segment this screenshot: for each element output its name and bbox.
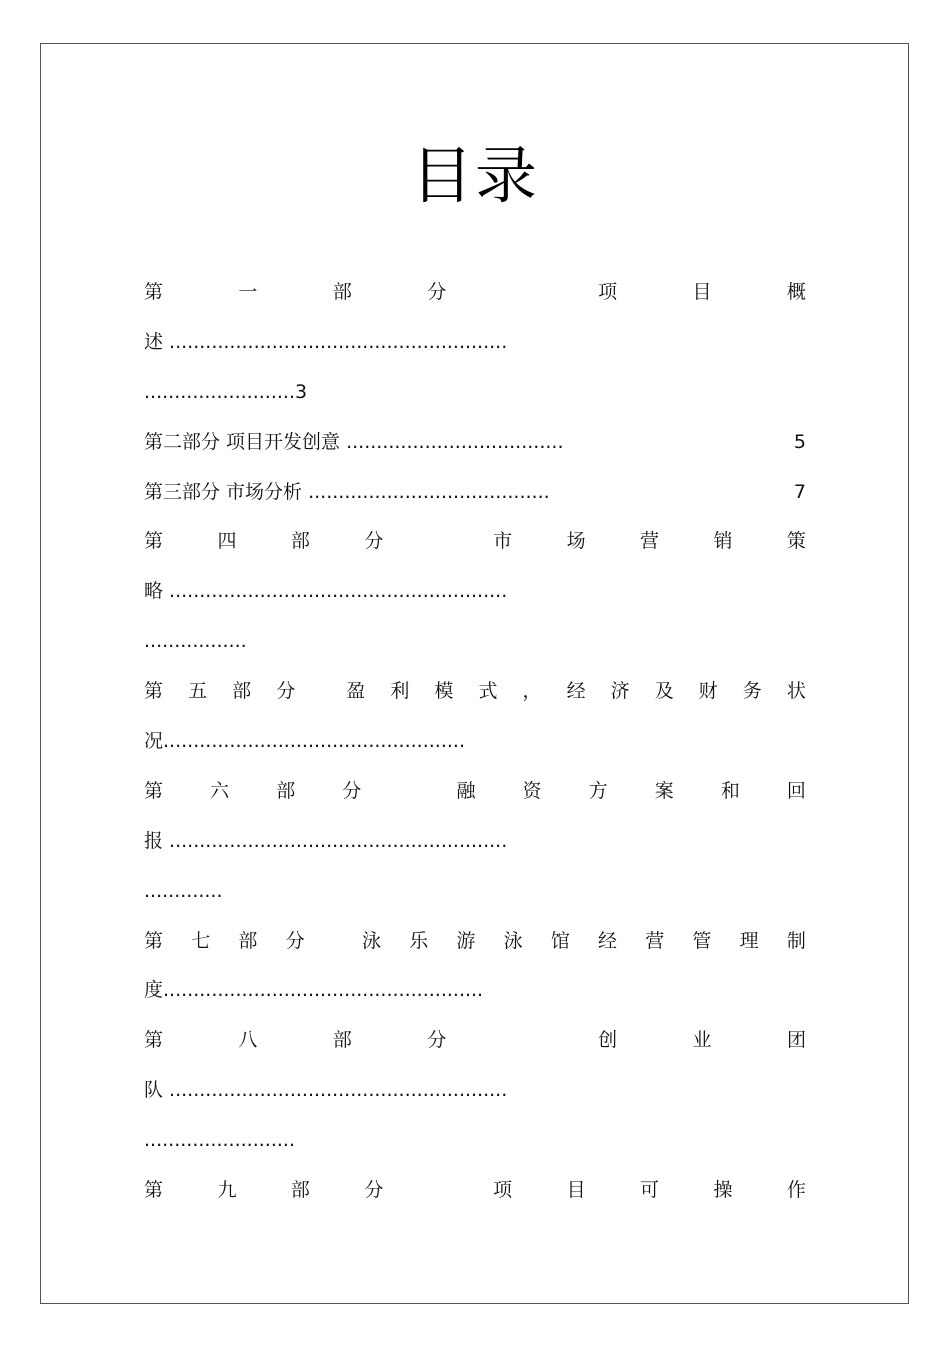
toc-char: 分 — [364, 1179, 384, 1202]
toc-char: 部 — [276, 779, 296, 802]
toc-entry-part9-line1 — [144, 1166, 806, 1216]
toc-entry-part4-line1 — [144, 517, 806, 567]
toc-gap — [320, 667, 321, 717]
toc-char: 制 — [786, 929, 806, 952]
toc-entry-part5-line1 — [144, 667, 806, 717]
toc-entry-part7-line1 — [144, 917, 806, 967]
toc-char: 项 — [598, 281, 618, 303]
toc-char: 管 — [692, 929, 712, 952]
toc-char: 业 — [692, 1029, 712, 1052]
toc-char: 目 — [566, 1179, 586, 1202]
toc-entry-part7-line2: 度..................................................... — [144, 979, 484, 1002]
toc-entry-part4-line3: ................. — [144, 630, 247, 653]
toc-char: 融 — [456, 779, 476, 802]
toc-char: 部 — [290, 1179, 310, 1202]
toc-char: 分 — [364, 530, 384, 553]
toc-entry-part4-line2: 略 ........................................................ — [144, 580, 508, 603]
toc-entry-part5-line2: 况.................................................. — [144, 730, 465, 753]
toc-gap — [333, 917, 334, 967]
toc-char: 分 — [285, 929, 305, 952]
toc-char: 分 — [342, 779, 362, 802]
toc-char: 第 — [144, 1179, 164, 1202]
toc-char: 模 — [434, 680, 454, 703]
toc-gap — [408, 767, 409, 817]
toc-char: 游 — [456, 929, 476, 952]
toc-char: 创 — [598, 1029, 618, 1052]
toc-char: 乐 — [409, 929, 429, 952]
table-of-contents — [144, 268, 806, 1216]
toc-char: 八 — [238, 1029, 258, 1052]
toc-char: 五 — [188, 680, 208, 703]
toc-entry-part6-line2: 报 ........................................................ — [144, 829, 508, 852]
toc-gap — [522, 268, 523, 318]
toc-char: 营 — [640, 530, 660, 553]
toc-char: 操 — [713, 1179, 733, 1202]
toc-char: 一 — [238, 281, 258, 303]
toc-char: 作 — [786, 1179, 806, 1202]
toc-char: 分 — [276, 680, 296, 703]
toc-page-number: 7 — [793, 480, 806, 503]
toc-entry-part8-line3: ......................... — [144, 1129, 295, 1152]
toc-char: 概 — [786, 281, 806, 303]
toc-entry-part1-line2: 述 ........................................................ — [144, 330, 508, 353]
toc-char: 式 — [478, 680, 498, 703]
toc-char: 可 — [640, 1179, 660, 1202]
toc-char: 及 — [654, 680, 674, 703]
toc-char: 策 — [786, 530, 806, 553]
toc-char: ， — [522, 680, 542, 703]
toc-char: 分 — [427, 281, 447, 303]
toc-char: 资 — [522, 779, 542, 802]
toc-char: 利 — [390, 680, 410, 703]
toc-char: 市 — [493, 530, 513, 553]
toc-char: 和 — [720, 779, 740, 802]
toc-gap — [438, 517, 439, 567]
toc-char: 部 — [332, 1029, 352, 1052]
toc-entry-part6-line3: ............. — [144, 879, 223, 902]
toc-char: 四 — [217, 530, 237, 553]
toc-entry-part6-line1 — [144, 767, 806, 817]
toc-char: 第 — [144, 680, 164, 703]
toc-char: 状 — [786, 680, 806, 703]
toc-gap — [522, 1016, 523, 1066]
toc-char: 泳 — [362, 929, 382, 952]
toc-char: 六 — [210, 779, 230, 802]
toc-char: 九 — [217, 1179, 237, 1202]
toc-char: 泳 — [503, 929, 523, 952]
toc-char: 销 — [713, 530, 733, 553]
toc-entry-part1-line1 — [144, 268, 806, 318]
toc-page-number: 5 — [793, 430, 806, 453]
toc-char: 方 — [588, 779, 608, 802]
toc-char: 目 — [692, 281, 712, 303]
toc-char: 经 — [598, 929, 618, 952]
toc-char: 部 — [332, 281, 352, 303]
toc-char: 第 — [144, 779, 164, 802]
toc-char: 部 — [232, 680, 252, 703]
toc-char: 案 — [654, 779, 674, 802]
toc-char: 项 — [493, 1179, 513, 1202]
toc-char: 七 — [191, 929, 211, 952]
toc-entry-label: 第三部分 市场分析 ........................................ — [144, 480, 550, 503]
toc-char: 务 — [742, 680, 762, 703]
toc-char: 经 — [566, 680, 586, 703]
toc-char: 第 — [144, 530, 164, 553]
toc-char: 回 — [786, 779, 806, 802]
page-title: 目录 — [410, 139, 539, 212]
toc-entry-part1-line3: .........................3 — [144, 380, 308, 403]
toc-entry-part8-line2: 队 ........................................................ — [144, 1079, 508, 1102]
toc-char: 财 — [698, 680, 718, 703]
toc-char: 场 — [566, 530, 586, 553]
toc-char: 理 — [739, 929, 759, 952]
toc-char: 第 — [144, 281, 164, 303]
toc-entry-part2 — [144, 418, 806, 468]
toc-entry-part8-line1 — [144, 1016, 806, 1066]
toc-gap — [438, 1166, 439, 1216]
toc-char: 第 — [144, 1029, 164, 1052]
toc-char: 馆 — [550, 929, 570, 952]
toc-char: 部 — [290, 530, 310, 553]
toc-char: 第 — [144, 929, 164, 952]
toc-entry-label: 第二部分 项目开发创意 .................................... — [144, 430, 564, 453]
toc-char: 济 — [610, 680, 630, 703]
toc-char: 盈 — [346, 680, 366, 703]
toc-char: 团 — [786, 1029, 806, 1052]
toc-char: 部 — [238, 929, 258, 952]
toc-entry-part3 — [144, 468, 806, 518]
toc-char: 营 — [645, 929, 665, 952]
toc-char: 分 — [427, 1029, 447, 1052]
